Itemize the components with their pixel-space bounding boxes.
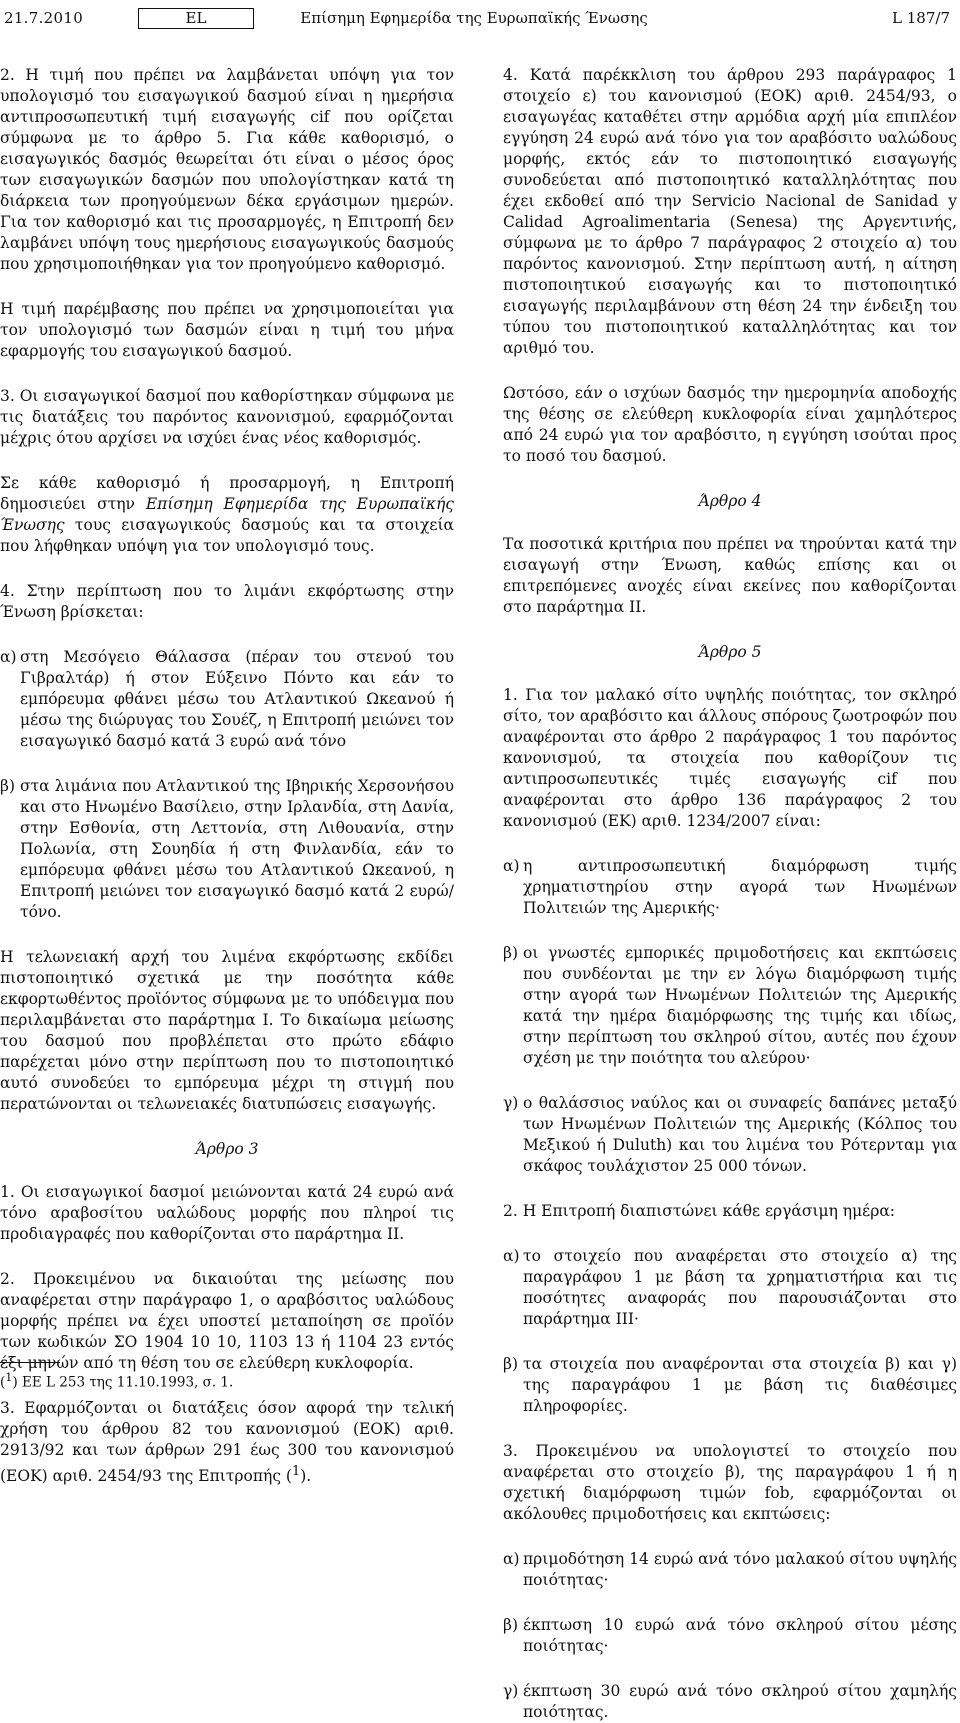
art3-3-text: 3. Εφαρμόζονται οι διατάξεις όσον αφορά την τελική χρήση του άρθρου 82 του κανονισμού (ΕΟΚ) αριθ. 2913/92 και των άρθρων 291 έως 300 του κανονισμού (ΕΟΚ) αριθ. 2454/93 της Επιτροπής (	[0, 1399, 454, 1486]
paragraph-art5-1: 1. Για τον μαλακό σίτο υψηλής ποιότητας, τον σκληρό σίτο, τον αραβόσιτο και άλλους σπόρους ζωοτροφών που αναφέρονται στο άρθρο 2 παράγραφος 1 του παρόντος κανονισμού, τα στοιχεία που καθορίζουν τις αντιπροσωπευτικές τιμές εισαγωγής cif που αναφέρονται στο άρθρο 136 παράγραφος 2 του κανονισμού (ΕΚ) αριθ. 1234/2007 είναι:	[503, 686, 957, 830]
list-label: β)	[503, 1355, 519, 1373]
list-item	[503, 1549, 957, 1591]
paragraph-4-port: 4. Στην περίπτωση που το λιμάνι εκφόρτωσης στην Ένωση βρίσκεται:	[0, 582, 454, 621]
list-label: β)	[0, 777, 16, 795]
list-label: β)	[503, 1616, 519, 1634]
list-item	[503, 856, 957, 919]
list-label: α)	[0, 648, 17, 666]
list-label: β)	[503, 944, 519, 962]
list-label: α)	[503, 1550, 520, 1568]
footnote-ref[interactable]: 1	[291, 1464, 301, 1479]
page-header	[0, 8, 960, 32]
list-text: στα λιμάνια που Ατλαντικού της Ιβηρικής Χερσονήσου και στο Ηνωμένο Βασίλειο, στην Ιρλανδία, στη Δανία, στην Εσθονία, στη Λεττονία, στη Λιθουανία, στην Πολωνία, στη Σουηδία ή στη Φινλανδία, εάν το εμπόρευμα φθάνει μέσω του Ατλαντικού Ωκεανού, η Επιτροπή μειώνει τον εισαγωγικό δασμό κατά 2 ευρώ/τόνο.	[20, 777, 454, 921]
list-item	[0, 647, 454, 752]
list-item	[503, 1681, 957, 1723]
right-column	[503, 65, 957, 1721]
publication-date: 21.7.2010	[4, 9, 84, 27]
journal-reference: Επίσημη Εφημερίδα της Ευρωπαϊκής Ένωσης	[0, 495, 454, 534]
list-label: α)	[503, 1247, 520, 1265]
list-item	[503, 1354, 957, 1417]
article-heading: Άρθρο 5	[698, 643, 762, 661]
list-label: α)	[503, 857, 520, 875]
paragraph-art5-3: 3. Προκειμένου να υπολογιστεί το στοιχείο που αναφέρεται στο στοιχείο β), της παραγράφου 1 ή η σχετική διαμόρφωση τιμών fob, εφαρμόζονται οι ακόλουθες πριμοδοτήσεις και εκπτώσεις:	[503, 1442, 957, 1523]
list-label: γ)	[503, 1682, 519, 1700]
list-text: η αντιπροσωπευτική διαμόρφωση τιμής χρηματιστηρίου στην αγορά των Ηνωμένων Πολιτειών της Αμερικής·	[523, 857, 957, 917]
list-item	[503, 1615, 957, 1657]
publication-text-start: Σε κάθε καθορισμό ή προσαρμογή, η Επιτροπή δημοσιεύει στην	[0, 474, 454, 513]
paragraph-customs-certificate: Η τελωνειακή αρχή του λιμένα εκφόρτωσης εκδίδει πιστοποιητικό σχετικά με την ποσότητα κάθε εκφορτωθέντος προϊόντος σύμφωνα με το υπόδειγμα που περιλαμβάνεται στο παράρτημα Ι. Το δικαίωμα μείωσης του δασμού που προβλέπεται στο πρώτο εδάφιο παρέχεται μόνο στην περίπτωση που το πιστοποιητικό αυτό συνοδεύει το εμπόρευμα μέχρι τη στιγμή που περατώνονται οι τελωνειακές διατυπώσεις εισαγωγής.	[0, 948, 454, 1113]
journal-title: Επίσημη Εφημερίδα της Ευρωπαϊκής Ένωσης	[300, 9, 648, 27]
language-badge: EL	[138, 8, 254, 29]
footnote-divider	[0, 1362, 60, 1363]
paragraph-guarantee: Ωστόσο, εάν ο ισχύων δασμός την ημερομηνία αποδοχής της θέσης σε ελεύθερη κυκλοφορία είναι χαμηλότερος από 24 ευρώ για τον αραβόσιτο, η εγγύηση ισούται προς το ποσό του δασμού.	[503, 384, 957, 465]
footnote	[0, 1369, 233, 1392]
paragraph-4-derogation: 4. Κατά παρέκκλιση του άρθρου 293 παράγραφος 1 στοιχείο ε) του κανονισμού (ΕΟΚ) αριθ. 2454/93, ο εισαγωγέας καταθέτει στην αρμόδια αρχή μία επιπλέον εγγύηση 24 ευρώ ανά τόνο για τον αραβόσιτο υαλώδους μορφής, εκτός εάν το πιστοποιητικό εισαγωγής συνοδεύεται από πιστοποιητικό καταλληλότητας που έχει εκδοθεί από την Servicio Nacional de Sanidad y Calidad Agroalimentaria (Senesa) της Αργεντινής, σύμφωνα με το άρθρο 7 παράγραφος 2 στοιχείο α) του παρόντος κανονισμού. Στην περίπτωση αυτή, η αίτηση πιστοποιητικού εισαγωγής και το πιστοποιητικό εισαγωγής περιλαμβάνουν στη θέση 24 την ένδειξη του τύπου του πιστοποιητικού καταλληλότητας και τον αριθμό του.	[503, 66, 957, 357]
list-item	[503, 1246, 957, 1330]
list-text: έκπτωση 30 ευρώ ανά τόνο σκληρού σίτου χαμηλής ποιότητας.	[523, 1682, 957, 1721]
list-text: πριμοδότηση 14 ευρώ ανά τόνο μαλακού σίτου υψηλής ποιότητας·	[523, 1550, 957, 1589]
paragraph-art3-2: 2. Προκειμένου να δικαιούται της μείωσης που αναφέρεται στην παράγραφο 1, ο αραβόσιτος υαλώδους μορφής πρέπει να έχει υποστεί μεταποίηση σε προϊόν των κωδικών ΣΟ 1904 10 10, 1103 13 ή 1104 23 εντός έξι μηνών από τη θέση του σε ελεύθερη κυκλοφορία.	[0, 1270, 454, 1372]
paragraph-art4: Τα ποσοτικά κριτήρια που πρέπει να τηρούνται κατά την εισαγωγή στην Ένωση, καθώς επίσης και οι επιτρεπόμενες ανοχές είναι εκείνες που καθορίζονται στο παράρτημα ΙΙ.	[503, 535, 957, 616]
paragraph-art3-3	[0, 1398, 454, 1487]
publication-text-end: τους εισαγωγικούς δασμούς και τα στοιχεία που λήφθηκαν υπόψη για τον υπολογισμό τους.	[0, 516, 454, 555]
footnote-text: ) ΕΕ L 253 της 11.10.1993, σ. 1.	[12, 1374, 234, 1391]
footnote-number: 1	[5, 1371, 13, 1384]
list-text: τα στοιχεία που αναφέρονται στα στοιχεία β) και γ) της παραγράφου 1 με βάση τις διαθέσιμες πληροφορίες.	[523, 1355, 957, 1415]
paragraph-art5-2: 2. Η Επιτροπή διαπιστώνει κάθε εργάσιμη ημέρα:	[503, 1202, 896, 1220]
article-heading: Άρθρο 3	[195, 1140, 259, 1158]
paragraph-publication	[0, 473, 454, 557]
paragraph-intervention-price: Η τιμή παρέμβασης που πρέπει να χρησιμοποιείται για τον υπολογισμό των δασμών είναι η τιμή του μήνα εφαρμογής του εισαγωγικού δασμού.	[0, 300, 454, 360]
paragraph-3-duties-applied: 3. Οι εισαγωγικοί δασμοί που καθορίστηκαν σύμφωνα με τις διατάξεις του παρόντος κανονισμού, εφαρμόζονται μέχρις ότου αρχίσει να ισχύει ένας νέος καθορισμός.	[0, 387, 454, 447]
list-text: ο θαλάσσιος ναύλος και οι συναφείς δαπάνες μεταξύ των Ηνωμένων Πολιτειών της Αμερικής (Κόλπος του Μεξικού ή Duluth) και του λιμένα του Ρότερνταμ για σκάφος τουλάχιστον 25 000 τόνων.	[523, 1094, 957, 1175]
list-text: στη Μεσόγειο Θάλασσα (πέραν του στενού του Γιβραλτάρ) ή στον Εύξεινο Πόντο και εάν το εμπόρευμα φθάνει μέσω του Ατλαντικού Ωκεανού ή μέσω της διώρυγας του Σουέζ, η Επιτροπή μειώνει τον εισαγωγικό δασμό κατά 3 ευρώ ανά τόνο	[20, 648, 454, 750]
list-item	[503, 943, 957, 1069]
paragraph-art3-1: 1. Οι εισαγωγικοί δασμοί μειώνονται κατά 24 ευρώ ανά τόνο αραβοσίτου υαλώδους μορφής που πληροί τις προδιαγραφές που καθορίζονται στο παράρτημα ΙΙ.	[0, 1183, 454, 1243]
list-text: το στοιχείο που αναφέρεται στο στοιχείο α) της παραγράφου 1 με βάση τα χρηματιστήρια και τις ποσότητες αναφοράς που παρουσιάζονται στο παράρτημα ΙΙΙ·	[523, 1247, 957, 1328]
art3-3-text-end: ).	[300, 1467, 312, 1486]
list-text: οι γνωστές εμπορικές πριμοδοτήσεις και εκπτώσεις που συνδέονται με την εν λόγω διαμόρφωση τιμής στην αγορά των Ηνωμένων Πολιτειών της Αμερικής κατά την ημέρα διαμόρφωσης της τιμής και ιδίως, στην περίπτωση του σκληρού σίτου, αυτές που έχουν σχέση με την ποιότητα του αλεύρου·	[523, 944, 957, 1067]
article-heading: Άρθρο 4	[698, 492, 762, 510]
list-text: έκπτωση 10 ευρώ ανά τόνο σκληρού σίτου μέσης ποιότητας·	[523, 1616, 957, 1655]
footnote-open: (	[0, 1374, 6, 1391]
list-item	[0, 776, 454, 923]
paragraph-2-price: 2. Η τιμή που πρέπει να λαμβάνεται υπόψη για τον υπολογισμό του εισαγωγικού δασμού είναι η ημερήσια αντιπροσωπευτική τιμή εισαγωγής cif που ορίζεται σύμφωνα με το άρθρο 5. Για κάθε καθορισμό, ο εισαγωγικός δασμός θεωρείται ότι είναι ο μέσος όρος των εισαγωγικών δασμών που υπολογίστηκαν κατά τη διάρκεια των προηγούμενων δέκα εργάσιμων ημερών. Για τον καθορισμό και τις προσαρμογές, η Επιτροπή δεν λαμβάνει υπόψη τους ημερήσιους εισαγωγικούς δασμούς που χρησιμοποιήθηκαν για τον προηγούμενο καθορισμό.	[0, 66, 454, 273]
list-item	[503, 1093, 957, 1177]
list-label: γ)	[503, 1094, 519, 1112]
page-number: L 187/7	[892, 9, 950, 27]
